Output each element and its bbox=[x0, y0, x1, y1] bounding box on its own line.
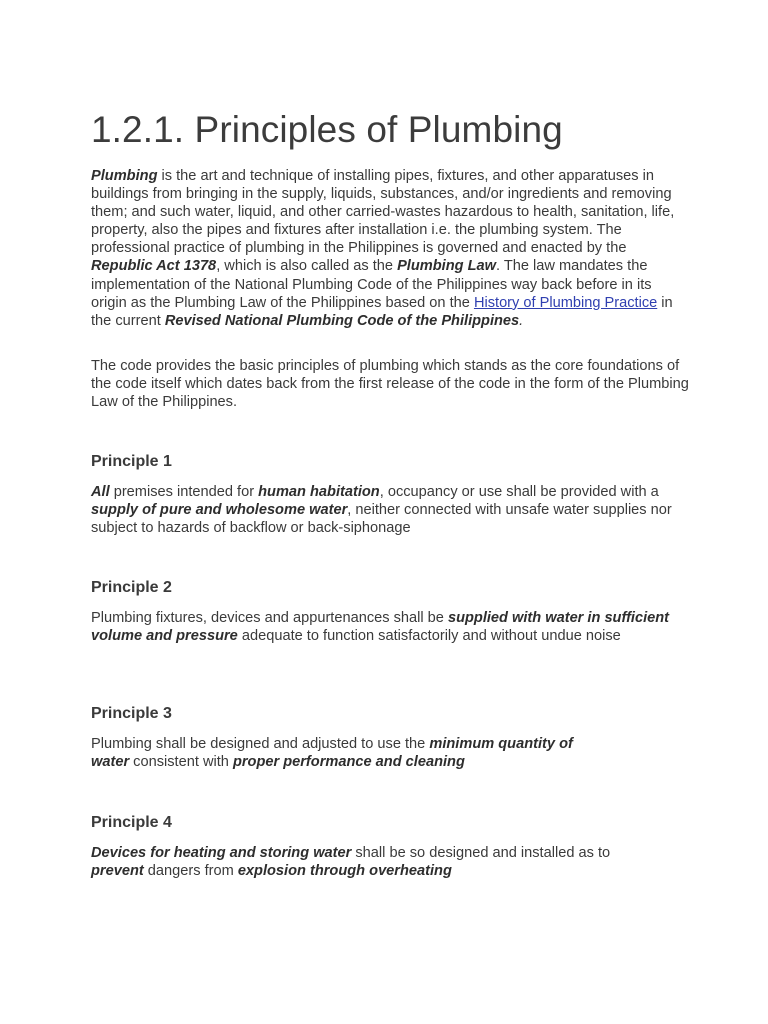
principle-1-heading: Principle 1 bbox=[91, 453, 172, 470]
principle-3-text-a: Plumbing shall be designed and adjusted to use the bbox=[91, 736, 430, 752]
principle-4-prevent: prevent bbox=[91, 863, 144, 880]
intro-revised-code: Revised National Plumbing Code of the Philippines bbox=[164, 312, 520, 329]
principle-3-text-b: consistent with bbox=[129, 754, 233, 771]
principle-2-text-a: Plumbing fixtures, devices and appurtenances shall be bbox=[91, 610, 448, 626]
principle-3-performance: proper performance and cleaning bbox=[232, 754, 465, 771]
principle-1-text bbox=[91, 483, 691, 537]
principle-1-habitation: human habitation bbox=[258, 484, 380, 500]
principle-3-quantity: minimum quantity of water bbox=[91, 736, 573, 771]
principle-4-devices: Devices for heating and storing water bbox=[91, 845, 352, 861]
intro-paragraph bbox=[91, 167, 691, 330]
intro-term: Plumbing bbox=[91, 168, 158, 184]
principle-1-text-b: , occupancy or use shall be provided with a bbox=[379, 484, 659, 500]
principle-1-water-supply: supply of pure and wholesome water bbox=[91, 502, 348, 519]
code-paragraph: The code provides the basic principles of plumbing which stands as the core foundations of the code itself which dates back from the first release of the code in the form of the Plumbing Law of the Philippines. bbox=[91, 358, 689, 411]
page-title: 1.2.1. Principles of Plumbing bbox=[91, 109, 563, 150]
principle-4-text bbox=[91, 844, 631, 880]
principle-2-text bbox=[91, 609, 691, 645]
intro-plumbing-law: Plumbing Law bbox=[397, 258, 496, 275]
principle-2-supply: supplied with water in sufficient volume and pressure bbox=[91, 610, 670, 645]
principle-3-heading: Principle 3 bbox=[91, 705, 172, 722]
intro-republic-act: Republic Act 1378 bbox=[91, 258, 217, 275]
principle-2-heading: Principle 2 bbox=[91, 579, 172, 596]
principle-2-text-b: adequate to function satisfactorily and without undue noise bbox=[237, 628, 621, 645]
principle-1-text-a: premises intended for bbox=[109, 484, 259, 500]
principle-4-text-b: dangers from bbox=[143, 863, 238, 880]
intro-text-2: , which is also called as the bbox=[216, 258, 398, 275]
principle-3-text bbox=[91, 735, 611, 771]
history-link[interactable]: History of Plumbing Practice bbox=[473, 294, 658, 311]
principle-1-text-c: , neither connected with unsafe water supplies nor subject to hazards of backflow or back-siphonage bbox=[91, 502, 672, 537]
principle-1-all: All bbox=[91, 484, 110, 500]
intro-text-5: . bbox=[519, 312, 524, 329]
intro-text-1: is the art and technique of installing pipes, fixtures, and other apparatuses in buildings from bringing in the supply, liquids, substances, and/or ingredients and removing them; and such water, liquid, and other carried-wastes hazardous to health, sanitation, life, property, also the pipes and fixtures after installation i.e. the plumbing system. The professional practice of plumbing in the Philippines is governed and enacted by the bbox=[91, 168, 675, 257]
principle-4-text-a: shall be so designed and installed as to bbox=[351, 845, 611, 861]
intro-text-3: . The law mandates the implementation of the National Plumbing Code of the Philippines way back before in its origin as the Plumbing Law of the Philippines based on the bbox=[91, 258, 652, 311]
principle-4-explosion: explosion through overheating bbox=[237, 863, 452, 880]
principle-4-heading: Principle 4 bbox=[91, 814, 172, 831]
intro-text-4: in the current bbox=[91, 294, 673, 329]
